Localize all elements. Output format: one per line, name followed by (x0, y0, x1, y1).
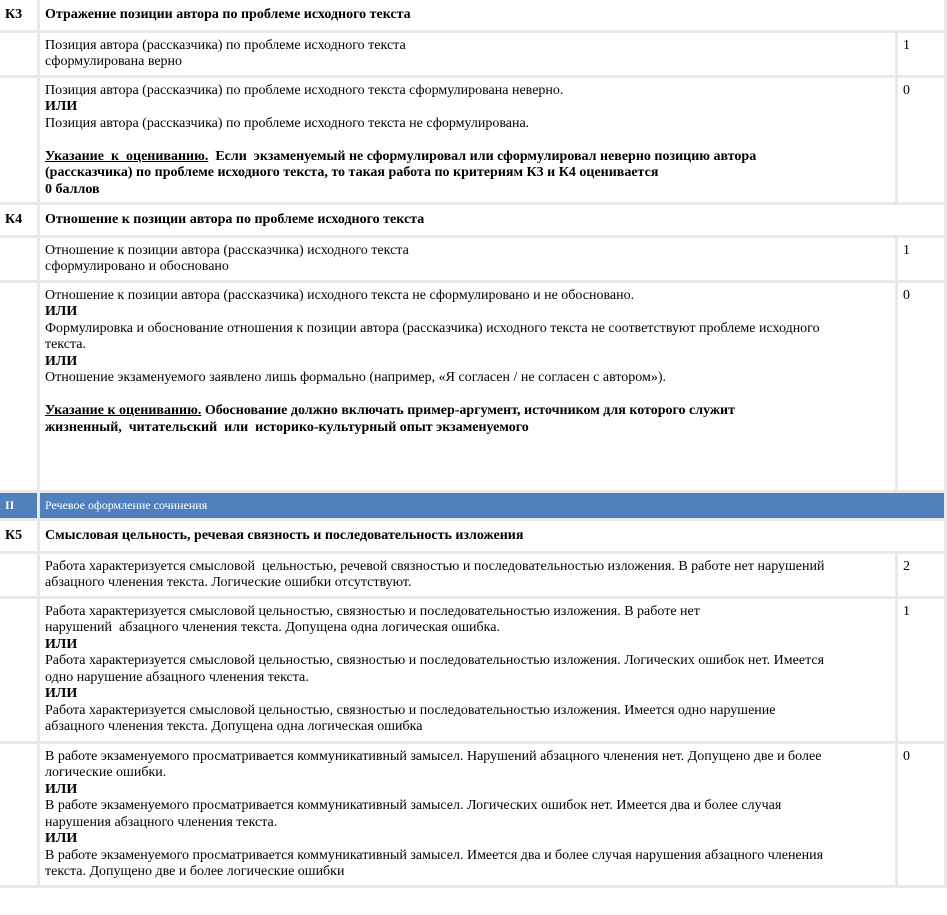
instruction-label: Указание к оцениванию. (45, 403, 202, 418)
description-line (45, 604, 890, 621)
score-row (0, 33, 944, 75)
empty-cell (0, 554, 37, 596)
description-cell (40, 744, 895, 885)
description-line (45, 420, 890, 437)
text: нарушений абзацного членения текста. Допущена одна логическая ошибка. (45, 620, 500, 635)
bold-text: ИЛИ (45, 99, 78, 114)
score-cell: 1 (898, 33, 944, 75)
text: абзацного членения текста. Логические ошибки отсутствуют. (45, 575, 412, 590)
text: одно нарушение абзацного членения текста. (45, 669, 309, 685)
bold-text: (рассказчика) по проблеме исходного текста, то такая работа по критериям К3 и К4 оценивается (45, 165, 659, 180)
description-line (45, 387, 890, 404)
text: В работе экзаменуемого просматривается коммуникативный замысел. Логических ошибок нет. Имеется два и более случая (45, 798, 782, 813)
score-row (0, 78, 944, 203)
criterion-title: Отражение позиции автора по проблеме исходного текста (40, 0, 944, 30)
description-line (45, 815, 890, 832)
description-line (45, 798, 890, 815)
description-line (45, 182, 890, 199)
empty-cell (0, 283, 37, 490)
description-line (45, 165, 890, 182)
description-line (45, 831, 890, 848)
bold-text: ИЛИ (45, 353, 78, 369)
empty-cell (0, 744, 37, 885)
criterion-header-row (0, 205, 944, 235)
text: абзацного членения текста. Допущена одна логическая ошибка (45, 719, 423, 734)
description-line (45, 99, 890, 116)
text: Позиция автора (рассказчика) по проблеме исходного текста не сформулирована. (45, 115, 530, 131)
section-header-row (0, 493, 944, 519)
description-line (45, 149, 890, 166)
description-line (45, 370, 890, 387)
description-line (45, 83, 890, 100)
bold-text: жизненный, читательский или историко-культурный опыт экзаменуемого (45, 419, 529, 435)
score-cell: 1 (898, 238, 944, 280)
text: сформулирована верно (45, 54, 183, 69)
text: Позиция автора (рассказчика) по проблеме исходного текста сформулирована неверно. (45, 82, 564, 98)
description-line (45, 243, 890, 260)
bold-text: ИЛИ (45, 636, 78, 652)
bold-text: Обоснование должно включать пример-аргумент, источником для которого служит (201, 403, 735, 418)
description-line (45, 403, 890, 420)
score-row (0, 238, 944, 280)
description-cell (40, 33, 895, 75)
criterion-title: Речевое оформление сочинения (40, 493, 944, 519)
empty-cell (0, 78, 37, 203)
description-line (45, 765, 890, 782)
description-line (45, 288, 890, 305)
score-row (0, 283, 944, 490)
criterion-title: Отношение к позиции автора по проблеме исходного текста (40, 205, 944, 235)
text: Работа характеризуется смысловой цельностью, связностью и последовательностью изложения. В работе нет (45, 603, 700, 619)
bold-text: ИЛИ (45, 304, 78, 319)
description-line (45, 38, 890, 55)
score-row (0, 599, 944, 741)
score-cell: 0 (898, 283, 944, 490)
text: В работе экзаменуемого просматривается коммуникативный замысел. Имеется два и более случая нарушения абзацного членения (45, 847, 824, 863)
text: сформулировано и обосновано (45, 259, 229, 274)
score-row (0, 554, 944, 596)
description-line (45, 686, 890, 703)
criterion-header-row (0, 0, 944, 30)
description-line (45, 132, 890, 149)
description-line (45, 653, 890, 670)
text: Работа характеризуется смысловой цельностью, связностью и последовательностью изложения. Логических ошибок нет. Имеется (45, 653, 825, 668)
text: Работа характеризуется смысловой цельностью, речевой связностью и последовательностью изложения. В работе нет нарушений (45, 558, 825, 574)
description-cell (40, 554, 895, 596)
description-cell (40, 78, 895, 203)
score-cell: 0 (898, 78, 944, 203)
description-line (45, 54, 890, 71)
criterion-code: К5 (0, 521, 37, 551)
criterion-title: Смысловая цельность, речевая связность и последовательность изложения (40, 521, 944, 551)
description-cell (40, 283, 895, 490)
description-line (45, 116, 890, 133)
description-line (45, 848, 890, 865)
description-line (45, 719, 890, 736)
description-line (45, 670, 890, 687)
description-line (45, 749, 890, 766)
bold-text: ИЛИ (45, 831, 78, 846)
score-cell: 0 (898, 744, 944, 885)
score-row (0, 744, 944, 885)
text: текста. (45, 337, 87, 352)
description-line (45, 259, 890, 276)
description-line (45, 782, 890, 799)
empty-cell (0, 33, 37, 75)
text: Отношение экзаменуемого заявлено лишь формально (например, «Я согласен / не согласен с автором»). (45, 370, 667, 385)
description-line (45, 559, 890, 576)
score-cell: 2 (898, 554, 944, 596)
text: логические ошибки. (45, 765, 167, 780)
score-cell: 1 (898, 599, 944, 741)
empty-cell (0, 238, 37, 280)
bold-text: ИЛИ (45, 781, 78, 797)
instruction-label: Указание к оцениванию. (45, 148, 209, 164)
text: Работа характеризуется смысловой цельностью, связностью и последовательностью изложения. Имеется одно нарушение (45, 702, 776, 718)
description-line (45, 304, 890, 321)
text: нарушения абзацного членения текста. (45, 814, 278, 830)
description-line (45, 637, 890, 654)
text: текста. Допущено две и более логические ошибки (45, 864, 345, 879)
text: В работе экзаменуемого просматривается коммуникативный замысел. Нарушений абзацного членения нет. Допущено две и более (45, 748, 822, 764)
criterion-header-row (0, 521, 944, 551)
criterion-code: II (0, 493, 37, 519)
description-line (45, 321, 890, 338)
description-line (45, 575, 890, 592)
description-line (45, 337, 890, 354)
text: Отношение к позиции автора (рассказчика) исходного текста (45, 242, 409, 258)
description-cell (40, 238, 895, 280)
criterion-code: К4 (0, 205, 37, 235)
description-cell (40, 599, 895, 741)
bold-text: ИЛИ (45, 686, 78, 701)
description-line (45, 703, 890, 720)
bold-text: Если экзаменуемый не сформулировал или сформулировал неверно позицию автора (208, 148, 757, 164)
text: Формулировка и обоснование отношения к позиции автора (рассказчика) исходного текста не соответствуют проблеме исходного (45, 320, 820, 336)
description-line (45, 864, 890, 881)
description-line (45, 620, 890, 637)
text: Отношение к позиции автора (рассказчика) исходного текста не сформулировано и не обосновано. (45, 287, 635, 303)
text: Позиция автора (рассказчика) по проблеме исходного текста (45, 37, 406, 53)
bold-text: 0 баллов (45, 181, 100, 197)
description-line (45, 354, 890, 371)
criterion-code: К3 (0, 0, 37, 30)
empty-cell (0, 599, 37, 741)
